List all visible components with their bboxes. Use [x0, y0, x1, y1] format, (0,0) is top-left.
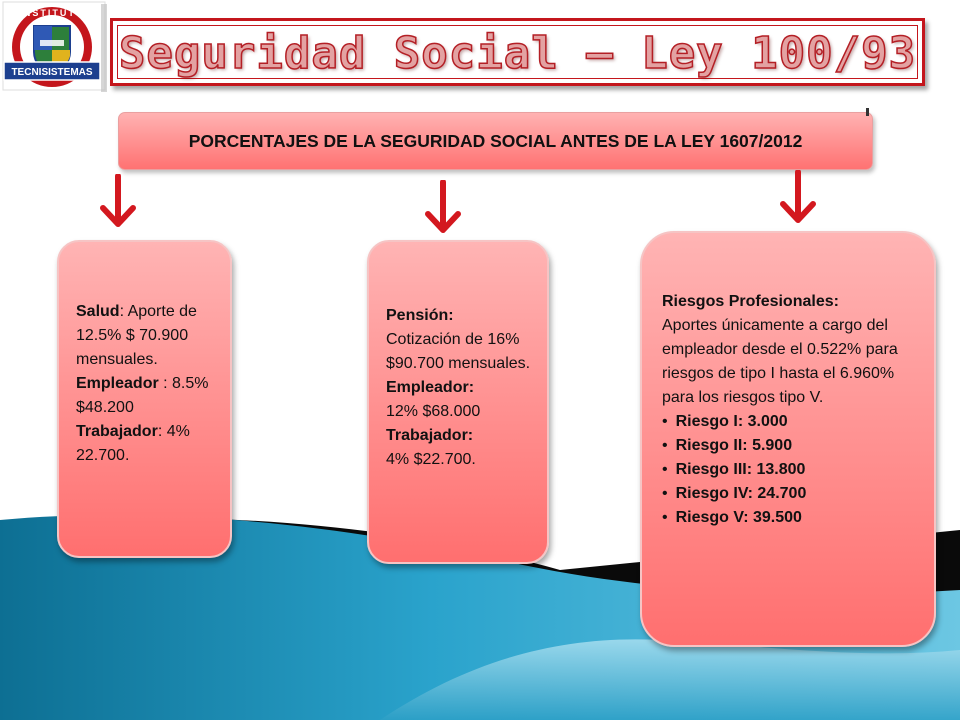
logo-top-text: INSTITUTO: [19, 8, 85, 18]
salud-card: [57, 240, 232, 558]
arrow-down-icon: [423, 180, 463, 236]
pension-text: Cotización de 16% $90.700 mensuales.: [386, 331, 531, 372]
pension-empleador-label: Empleador:: [386, 379, 475, 396]
riesgos-label: Riesgos Profesionales:: [662, 293, 839, 310]
riesgos-card: [640, 231, 936, 647]
riesgos-list: [662, 410, 920, 530]
pension-trabajador-label: Trabajador:: [386, 427, 474, 444]
pension-label: Pensión:: [386, 307, 454, 324]
header-box: [118, 112, 873, 170]
salud-label: Salud: [76, 303, 120, 320]
riesgos-text: Aportes únicamente a cargo del empleador desde el 0.522% para riesgos de tipo I hasta el 6.960% para los riesgos tipo V.: [662, 317, 898, 406]
pension-card: [367, 240, 549, 564]
header-text: PORCENTAJES DE LA SEGURIDAD SOCIAL ANTES DE LA LEY 1607/2012: [188, 131, 803, 151]
arrow-down-icon: [778, 170, 818, 226]
arrow-down-icon: [98, 174, 138, 230]
salud-text: : Aporte de 12.5% $ 70.900 mensuales.: [76, 303, 197, 368]
list-item: • Riesgo I: 3.000: [662, 410, 920, 434]
logo-banner-text: TECNISISTEMAS: [11, 67, 93, 78]
list-item: • Riesgo II: 5.900: [662, 434, 920, 458]
page-title: Seguridad Social – Ley 100/93: [118, 28, 917, 79]
pension-trabajador-text: 4% $22.700.: [386, 451, 476, 468]
title-frame: [110, 18, 925, 86]
list-item: • Riesgo IV: 24.700: [662, 482, 920, 506]
salud-empleador-label: Empleador: [76, 375, 159, 392]
list-item: • Riesgo V: 39.500: [662, 506, 920, 530]
salud-empleador-text: : 8.5% $48.200: [76, 375, 209, 416]
pension-empleador-text: 12% $68.000: [386, 403, 481, 420]
list-item: • Riesgo III: 13.800: [662, 458, 920, 482]
institute-logo: [0, 0, 108, 92]
salud-trabajador-label: Trabajador: [76, 423, 158, 440]
salud-trabajador-text: : 4% 22.700.: [76, 423, 190, 464]
header-corner-mark: [866, 108, 869, 116]
